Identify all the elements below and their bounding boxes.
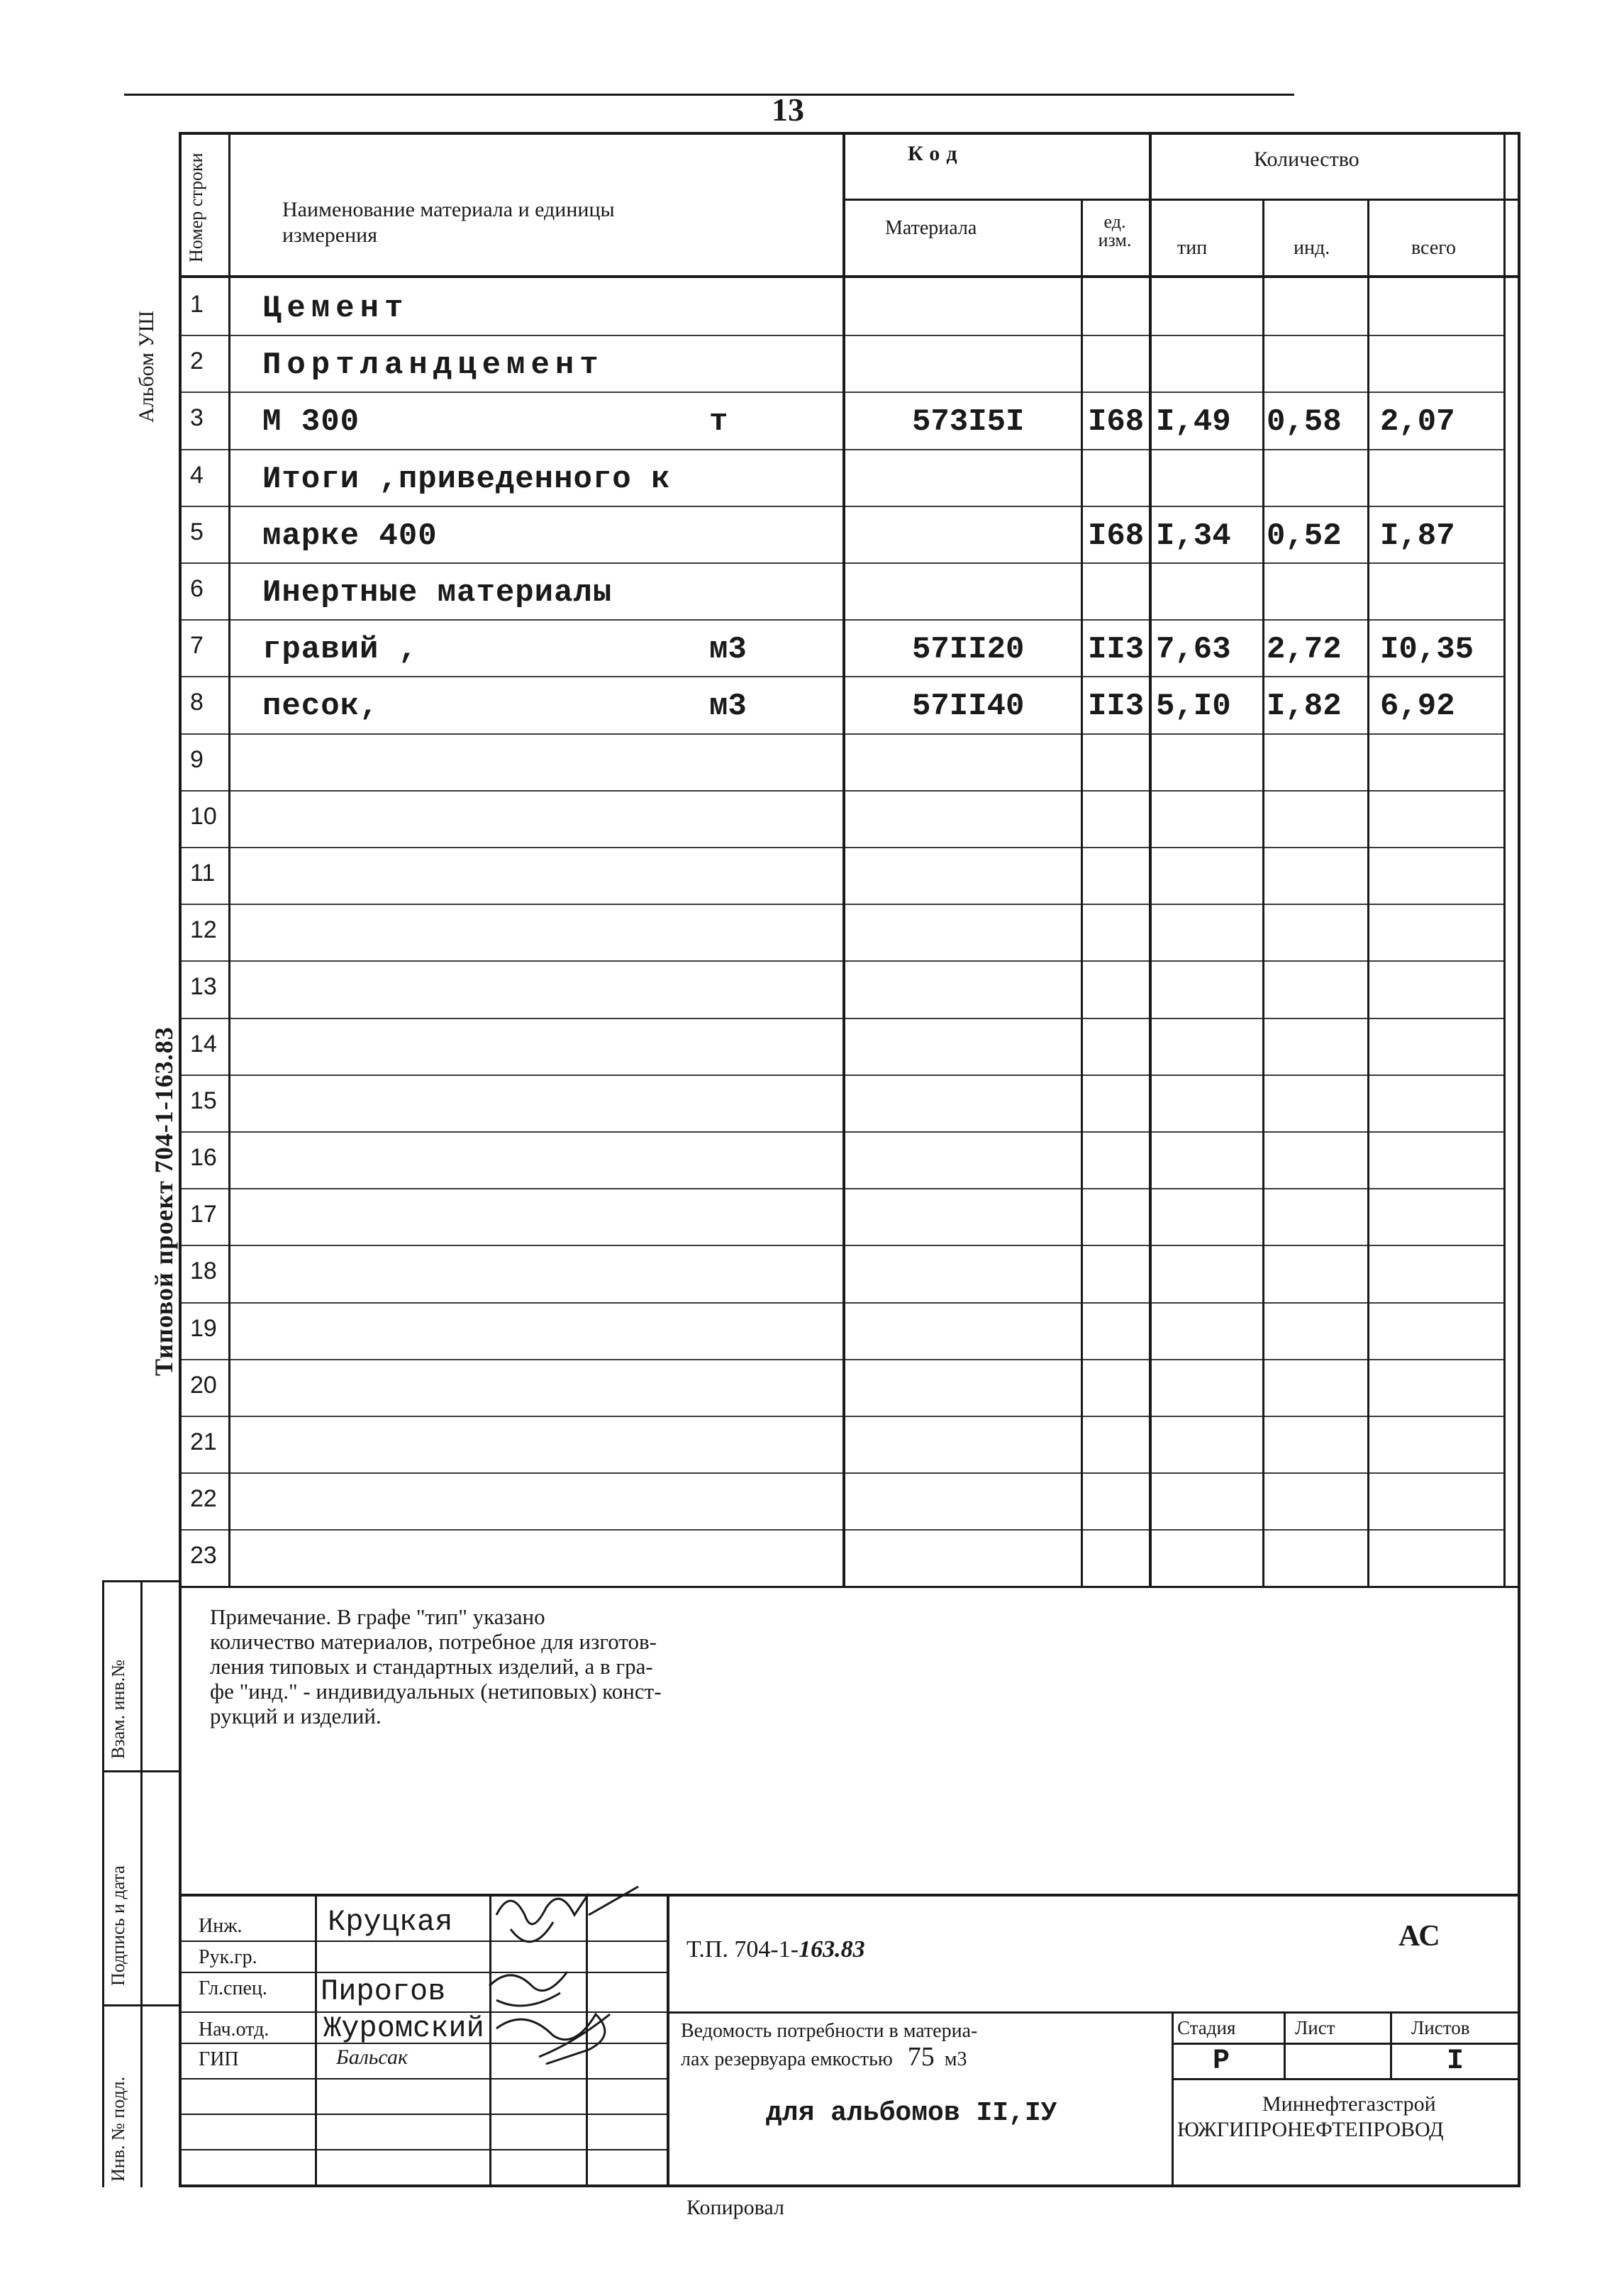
row-n: 5 xyxy=(190,518,204,545)
row-divider xyxy=(179,506,1503,507)
col-rownum xyxy=(228,132,230,1586)
row-divider xyxy=(179,619,1503,621)
row-n: 12 xyxy=(190,916,217,943)
tb-v-sheet-b xyxy=(1284,2043,1286,2078)
tb-sheets-label: Листов xyxy=(1411,2017,1470,2038)
page-number: 13 xyxy=(772,91,804,128)
tb-v2 xyxy=(489,1894,491,2187)
hdr-sub-line xyxy=(842,199,1518,201)
tb-stage-value: Р xyxy=(1213,2045,1230,2077)
row-name: гравий , xyxy=(262,632,418,667)
row-n: 4 xyxy=(190,462,204,489)
tb-v4 xyxy=(667,1894,669,2187)
tb-role-2: Рук.гр. xyxy=(199,1946,257,1968)
tb-h-code xyxy=(667,2011,1520,2014)
row-divider xyxy=(179,1188,1503,1189)
row-unit_code: II3 xyxy=(1088,632,1145,667)
row-unit_code: I68 xyxy=(1088,518,1145,554)
row-divider xyxy=(179,960,1503,962)
tb-role-5: ГИП xyxy=(199,2048,239,2070)
row-total: 2,07 xyxy=(1380,404,1455,440)
tb-row-line xyxy=(179,2078,667,2080)
tb-h-stage2 xyxy=(1172,2078,1520,2080)
row-divider xyxy=(179,1302,1503,1304)
note-top xyxy=(179,1586,1520,1588)
col-name-right xyxy=(842,132,845,1586)
col-material-right xyxy=(1081,199,1083,1586)
row-divider xyxy=(179,790,1503,792)
row-n: 8 xyxy=(190,689,204,716)
note-line-4: фе "инд." - индивидуальных (нетиповых) конст- xyxy=(210,1679,662,1704)
tb-mark: АС xyxy=(1398,1920,1440,1953)
col-type-right xyxy=(1262,199,1264,1586)
hdr-bottom-line xyxy=(179,275,1518,278)
row-n: 18 xyxy=(190,1257,217,1284)
row-n: 17 xyxy=(190,1201,217,1228)
row-ind: 0,58 xyxy=(1267,404,1342,440)
row-total: I0,35 xyxy=(1380,632,1474,667)
side-album-label: Альбом УШ xyxy=(135,311,158,423)
note-line-5: рукций и изделий. xyxy=(210,1704,382,1728)
row-divider xyxy=(179,1529,1503,1531)
hdr-type: тип xyxy=(1177,237,1208,259)
row-divider xyxy=(179,676,1503,677)
row-type: 7,63 xyxy=(1156,632,1231,667)
row-divider xyxy=(179,1018,1503,1019)
tb-name-4: Журомский xyxy=(323,2011,484,2045)
row-n: 9 xyxy=(190,746,204,773)
row-n: 19 xyxy=(190,1315,217,1342)
row-n: 2 xyxy=(190,348,204,374)
col-unit-right xyxy=(1149,132,1152,1586)
tb-project-code-label: Т.П. 704-1- xyxy=(686,1936,799,1962)
tb-sheet-label: Лист xyxy=(1295,2017,1335,2038)
tb-row-line xyxy=(179,1972,667,1973)
stamp-left-mid xyxy=(140,1580,143,2187)
tb-title xyxy=(681,2019,1170,2072)
row-n: 14 xyxy=(190,1031,217,1057)
tb-v-stage xyxy=(1172,2011,1174,2187)
row-unit_code: II3 xyxy=(1088,689,1145,724)
row-code: 573I5I xyxy=(912,404,1025,440)
row-n: 22 xyxy=(190,1485,217,1512)
row-name: Портландцемент xyxy=(262,348,604,383)
stamp-col-label-1: Взам. инв.№ xyxy=(108,1659,128,1759)
row-divider xyxy=(179,1472,1503,1474)
row-divider xyxy=(179,1075,1503,1076)
frame-right xyxy=(1518,132,1520,2187)
row-n: 6 xyxy=(190,575,204,602)
row-name: М 300 xyxy=(262,404,360,440)
hdr-name: Наименование материала и единицы измерения xyxy=(282,198,615,247)
tb-v-sheets xyxy=(1390,2011,1392,2047)
stamp-left-div2 xyxy=(102,2004,179,2006)
hdr-code: Код xyxy=(908,142,964,165)
tb-title-line3: для альбомов II,IУ xyxy=(766,2098,1057,2128)
hdr-total: всего xyxy=(1411,237,1457,259)
note-line-2: количество материалов, потребное для изготов- xyxy=(210,1629,657,1654)
tb-h-stage xyxy=(1172,2043,1520,2045)
row-n: 7 xyxy=(190,632,204,659)
hdr-rownum: Номер строки xyxy=(186,152,206,262)
stamp-left-div1 xyxy=(102,1770,179,1772)
tb-v1 xyxy=(315,1894,317,2187)
row-divider xyxy=(179,1245,1503,1246)
hdr-quantity: Количество xyxy=(1254,148,1359,171)
row-n: 23 xyxy=(190,1542,217,1569)
row-unit: т xyxy=(709,404,728,440)
stamp-left-frame xyxy=(102,1580,104,2187)
row-divider xyxy=(179,1359,1503,1360)
row-n: 15 xyxy=(190,1087,217,1114)
row-n: 13 xyxy=(190,973,217,1000)
row-divider xyxy=(179,1416,1503,1417)
tb-row-line xyxy=(179,2114,667,2115)
top-rule xyxy=(124,94,1294,96)
row-divider xyxy=(179,449,1503,450)
row-n: 21 xyxy=(190,1428,217,1455)
frame-top xyxy=(179,132,1520,135)
row-name: марке 400 xyxy=(262,518,438,554)
row-unit_code: I68 xyxy=(1088,404,1145,440)
frame-left xyxy=(179,132,182,2187)
row-n: 3 xyxy=(190,404,204,431)
col-ind-right xyxy=(1367,199,1369,1586)
row-unit: м3 xyxy=(709,689,747,724)
hdr-material: Материала xyxy=(885,217,977,239)
row-ind: I,82 xyxy=(1267,689,1342,724)
tb-title-line1: Ведомость потребности в материа- xyxy=(681,2020,978,2042)
row-name: Итоги ,приведенного к xyxy=(262,462,671,497)
tb-role-4: Нач.отд. xyxy=(199,2019,269,2041)
row-divider xyxy=(179,847,1503,848)
side-project-label: Типовой проект 704-1-163.83 xyxy=(150,1026,178,1376)
tb-v3 xyxy=(586,1894,588,2187)
tb-org-2: ЮЖГИПРОНЕФТЕПРОВОД xyxy=(1177,2118,1444,2141)
row-n: 11 xyxy=(190,860,216,887)
row-name: Цемент xyxy=(262,291,409,326)
row-type: I,34 xyxy=(1156,518,1231,554)
row-n: 20 xyxy=(190,1372,217,1399)
row-unit: м3 xyxy=(709,632,747,667)
row-divider xyxy=(179,392,1503,393)
row-name: песок, xyxy=(262,689,379,724)
row-name: Инертные материалы xyxy=(262,575,613,611)
row-type: I,49 xyxy=(1156,404,1231,440)
row-n: 10 xyxy=(190,803,217,830)
row-type: 5,I0 xyxy=(1156,689,1231,724)
row-divider xyxy=(179,904,1503,905)
tb-v-sheets-b xyxy=(1390,2043,1392,2078)
col-total-right xyxy=(1503,132,1506,1586)
tb-stage-label: Стадия xyxy=(1177,2017,1236,2038)
row-ind: 0,52 xyxy=(1267,518,1342,554)
row-n: 1 xyxy=(190,291,204,318)
row-divider xyxy=(179,562,1503,564)
stamp-col-label-3: Инв. № подл. xyxy=(108,2076,128,2182)
row-n: 16 xyxy=(190,1144,217,1171)
stamp-col-label-2: Подпись и дата xyxy=(108,1865,128,1986)
tb-v-sheet xyxy=(1284,2011,1286,2047)
tb-row-line xyxy=(179,1941,667,1942)
tb-role-1: Инж. xyxy=(199,1915,243,1937)
tb-title-line2: лах резервуара емкостью 75 м3 xyxy=(681,2042,967,2072)
tb-org-1: Миннефтегазстрой xyxy=(1262,2092,1436,2116)
footer-copied: Копировал xyxy=(686,2196,784,2219)
tb-name-5: Бальсак xyxy=(336,2045,408,2069)
tb-name-1: Круцкая xyxy=(328,1905,453,1939)
note-line-3: ления типовых и стандартных изделий, а в гра- xyxy=(210,1654,653,1679)
note-text xyxy=(210,1604,848,1728)
row-ind: 2,72 xyxy=(1267,632,1342,667)
tb-role-3: Гл.спец. xyxy=(199,1977,267,1999)
row-total: I,87 xyxy=(1380,518,1455,554)
row-divider xyxy=(179,335,1503,336)
frame-bottom xyxy=(179,2184,1520,2187)
row-divider xyxy=(179,733,1503,735)
tb-row-line xyxy=(179,2149,667,2150)
hdr-ind: инд. xyxy=(1294,237,1330,259)
row-code: 57II40 xyxy=(912,689,1025,724)
tb-project-code xyxy=(686,1936,865,1963)
tb-top xyxy=(179,1894,1520,1897)
row-total: 6,92 xyxy=(1380,689,1455,724)
row-code: 57II20 xyxy=(912,632,1025,667)
row-divider xyxy=(179,1131,1503,1133)
note-line-1: Примечание. В графе "тип" указано xyxy=(210,1604,545,1629)
hdr-unit: ед. изм. xyxy=(1098,211,1132,250)
tb-project-code-hand: 163.83 xyxy=(799,1936,865,1962)
tb-sheets-value: I xyxy=(1447,2045,1464,2077)
tb-name-3: Пирогов xyxy=(321,1975,446,2009)
